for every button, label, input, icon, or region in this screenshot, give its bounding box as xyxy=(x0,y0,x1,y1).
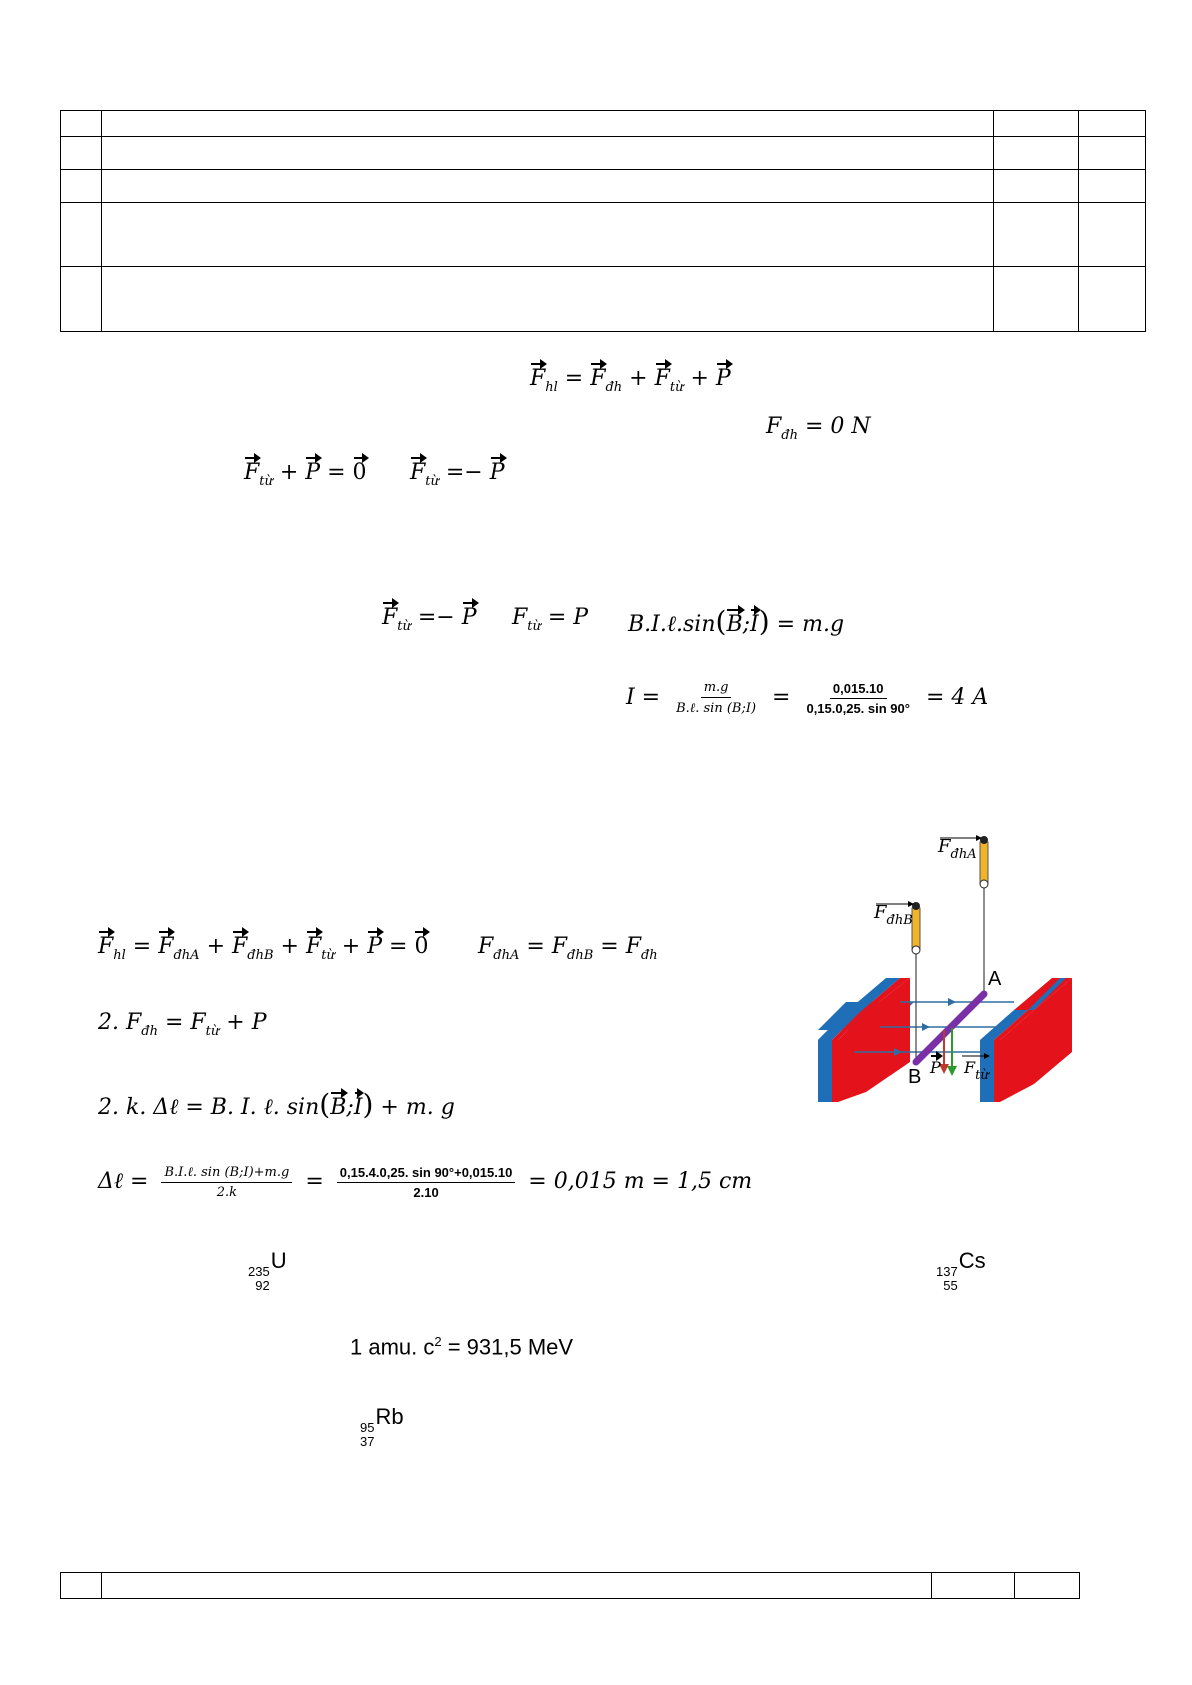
equation-elastic-zero: $F_{đh} = 0$ N xyxy=(766,414,871,443)
equation-net-force: $F_{hl} = F_{đh} + F_{từ} + P$ xyxy=(530,366,731,395)
equation-elongation: Δℓ = $\frac{\text{B.I.ℓ. sin (B;I)+m.g}}{2.k}$ = $\frac{0,15.4.0,25. \sin 90^\circ+0,015.10}{2.10}$ = 0,015 m = 1,5 cm xyxy=(98,1164,753,1200)
equation-net-force-2: $F_{hl} = F_{đhA} + F_{đhB} + F_{từ} + P = 0$ xyxy=(98,934,429,963)
equation-current: I = $\frac{m.g}{\text{B.ℓ. sin (B;I)}}$ = $\frac{0,015.10}{0,15.0,25. \sin 90^\circ}$ = 4 A xyxy=(626,680,989,716)
equation-balance: $F_{từ} + P = 0$ xyxy=(244,460,367,489)
label-ftu: $F_{từ}$ xyxy=(964,1058,989,1083)
label-fdhb: $F_{đhB}$ xyxy=(874,902,913,928)
equation-opposite: $F_{từ} =- P$ xyxy=(382,605,477,634)
label-p: P xyxy=(930,1058,941,1077)
equation-ampere: B.I.ℓ.sin(B;I) = m.g xyxy=(628,605,845,638)
equation-magnitude: $F_{từ} = P$ xyxy=(512,605,589,634)
label-fdha: $F_{đhA}$ xyxy=(938,836,977,862)
nuclide-rb95: 95 37 Rb xyxy=(360,1404,404,1449)
nuclide-u235: 235 92 U xyxy=(248,1248,287,1293)
equation-equal-forces: $F_{đhA} = F_{đhB} = F_{đh}$ xyxy=(478,934,658,963)
equation-amu: 1 amu. $c^2 = 931,5$ MeV xyxy=(350,1334,574,1360)
spring-a xyxy=(980,842,988,882)
label-b: B xyxy=(908,1066,922,1088)
answer-table-top xyxy=(60,110,1146,332)
equation-balance-2: $F_{từ} =- P$ xyxy=(410,460,505,489)
answer-table-bottom xyxy=(60,1572,1080,1599)
spring-b xyxy=(912,908,920,948)
nuclide-cs137: 137 55 Cs xyxy=(936,1248,986,1293)
magnet-rod-figure xyxy=(810,830,1080,1110)
equation-hooke: 2. k. Δℓ = B. I. ℓ. sin(B;I) + m. g xyxy=(98,1088,455,1121)
equation-double-elastic: 2. $F_{đh} = F_{từ} + P$ xyxy=(98,1010,267,1039)
label-a: A xyxy=(988,968,1002,990)
